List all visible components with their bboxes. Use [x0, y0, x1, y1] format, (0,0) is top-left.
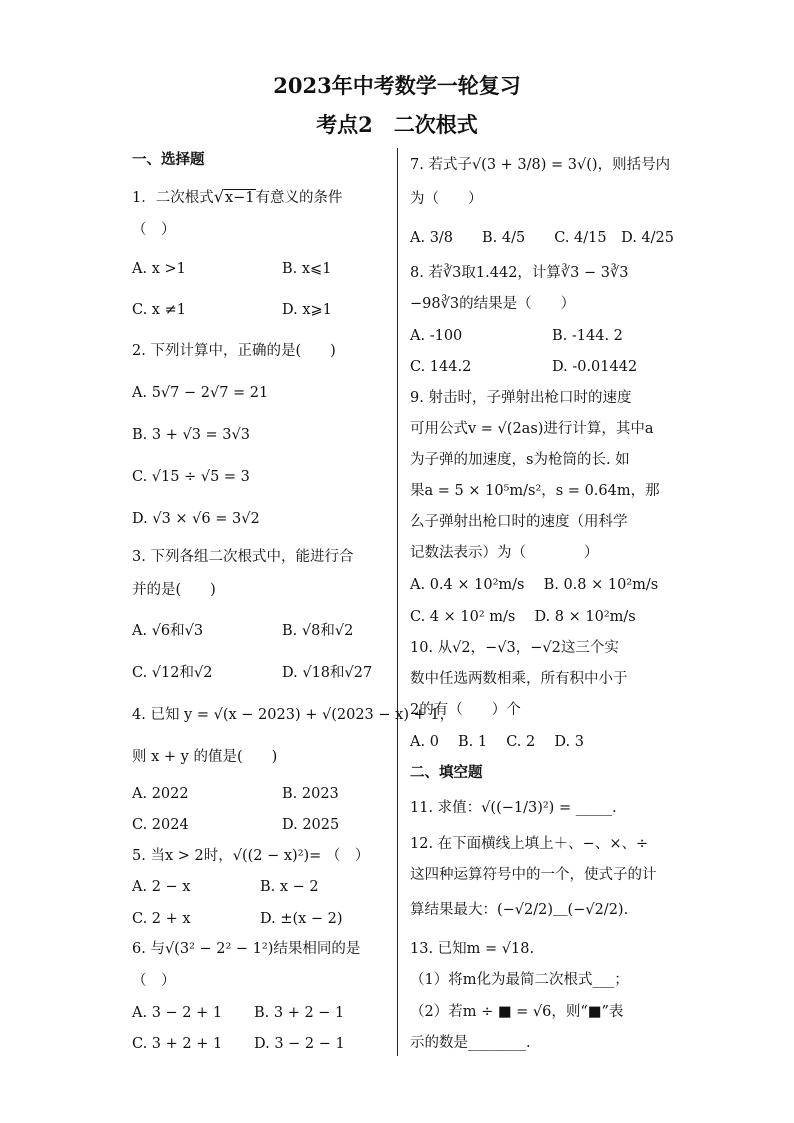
- q1-options-ab: [132, 259, 331, 279]
- q13-part2-line1: （2）若m ÷ ■ = √6，则“■”表: [410, 1004, 624, 1020]
- q9-stem-line2: 可用公式v = √(2as)进行计算，其中a: [410, 421, 654, 437]
- q5-option-a: A. 2 − x: [132, 879, 191, 895]
- q1-paren: （ ）: [132, 222, 176, 238]
- q4-option-d: D. 2025: [282, 817, 340, 833]
- q12-stem-line1: 12. 在下面横线上填上＋、−、×、÷: [410, 836, 649, 852]
- q6-option-c: C. 3 + 2 + 1: [132, 1036, 223, 1052]
- q1-line1: 1．二次根式√x−1有意义的条件: [132, 187, 343, 206]
- q5-option-b: B. x − 2: [260, 879, 319, 895]
- q10-stem-line1: 10. 从√2，−√3，−√2这三个实: [410, 640, 619, 656]
- q6-stem-line1: 6. 与√(3² − 2² − 1²)结果相同的是: [132, 941, 361, 957]
- q2-option-c: C. √15 ÷ √5 = 3: [132, 469, 250, 485]
- q11-stem: 11. 求值：√((−1/3)²) = _____.: [410, 800, 617, 816]
- q3-option-c: C. √12和√2: [132, 665, 213, 681]
- q1-option-c: C. x ≠1: [132, 302, 186, 318]
- q4-stem-line2: 则 x + y 的值是( ): [132, 749, 278, 765]
- q9-stem-line3: 为子弹的加速度，s为枪筒的长. 如: [410, 452, 630, 468]
- q3-stem-line2: 并的是( ): [132, 582, 216, 598]
- q10-options: A. 0 B. 1 C. 2 D. 3: [410, 734, 584, 750]
- q1-radicand: x−1: [224, 190, 255, 206]
- q3-stem-line1: 3. 下列各组二次根式中，能进行合: [132, 549, 354, 565]
- q6-options-cd: [132, 1034, 345, 1054]
- q7-stem-line2: 为（ ）: [410, 191, 483, 207]
- q9-options-cd: C. 4 × 10² m/s D. 8 × 10²m/s: [410, 609, 636, 625]
- q2-option-a: A. 5√7 − 2√7 = 21: [132, 385, 269, 401]
- q8-options-cd: [410, 357, 637, 377]
- q3-options-ab: [132, 621, 353, 641]
- q9-stem-line4: 果a = 5 × 10⁵m/s²，s = 0.64m，那: [410, 483, 660, 499]
- document-title: 2023年中考数学一轮复习: [273, 73, 521, 98]
- q5-option-c: C. 2 + x: [132, 911, 191, 927]
- q8-stem-line1: 8. 若∛3取1.442，计算∛3 − 3∛3: [410, 265, 629, 281]
- q12-stem-line2: 这四种运算符号中的一个，使式子的计: [410, 867, 657, 883]
- q7-stem-line1: 7. 若式子√(3 + 3/8) = 3√()，则括号内: [410, 157, 671, 173]
- q1-options-cd: [132, 300, 332, 320]
- q3-options-cd: [132, 663, 372, 683]
- q13-part2-line2: 示的数是________.: [410, 1035, 531, 1051]
- q9-stem-line5: 么子弹射出枪口时的速度（用科学: [410, 514, 628, 530]
- q2-stem: 2. 下列计算中，正确的是( ): [132, 343, 336, 359]
- q8-option-d: D. -0.01442: [552, 359, 638, 375]
- q4-options-cd: [132, 815, 339, 835]
- q13-part1: （1）将m化为最简二次根式___；: [410, 972, 629, 988]
- q3-option-b: B. √8和√2: [282, 623, 354, 639]
- document-subtitle: 考点2 二次根式: [316, 112, 478, 137]
- q3-option-a: A. √6和√3: [132, 623, 204, 639]
- q6-options-ab: [132, 1003, 344, 1023]
- column-divider: [397, 148, 398, 1056]
- q6-option-d: D. 3 − 2 − 1: [254, 1036, 345, 1052]
- q6-option-a: A. 3 − 2 + 1: [132, 1005, 223, 1021]
- q5-options-cd: [132, 909, 343, 929]
- q10-stem-line3: 2的有（ ）个: [410, 702, 521, 718]
- q1-option-b: B. x⩽1: [282, 261, 332, 277]
- q8-option-c: C. 144.2: [410, 359, 472, 375]
- q1-text-b: 有意义的条件: [255, 190, 343, 206]
- q4-stem-line1: 4. 已知 y = √(x − 2023) + √(2023 − x) + 1，: [132, 707, 455, 723]
- q5-options-ab: [132, 877, 319, 897]
- q9-stem-line1: 9. 射击时，子弹射出枪口时的速度: [410, 390, 632, 406]
- q1-option-d: D. x⩾1: [282, 302, 332, 318]
- q9-stem-line6: 记数法表示）为（ ）: [410, 545, 599, 561]
- q10-stem-line2: 数中任选两数相乘，所有积中小于: [410, 671, 628, 687]
- q9-options-ab: A. 0.4 × 10²m/s B. 0.8 × 10²m/s: [410, 577, 659, 593]
- q12-stem-line3: 算结果最大：(−√2/2)＿(−√2/2).: [410, 902, 629, 918]
- q3-option-d: D. √18和√27: [282, 665, 373, 681]
- q1-option-a: A. x >1: [132, 261, 186, 277]
- q4-options-ab: [132, 784, 339, 804]
- q8-option-a: A. -100: [410, 328, 463, 344]
- q4-option-c: C. 2024: [132, 817, 189, 833]
- q6-option-b: B. 3 + 2 − 1: [254, 1005, 345, 1021]
- q6-stem-line2: （ ）: [132, 973, 176, 989]
- q8-option-b: B. -144. 2: [552, 328, 623, 344]
- q8-options-ab: [410, 326, 623, 346]
- q5-stem: 5. 当x > 2时，√((2 − x)²)= （ ）: [132, 848, 370, 864]
- q5-option-d: D. ±(x − 2): [260, 911, 343, 927]
- q1-text-a: 1．二次根式: [132, 190, 214, 206]
- q7-options: A. 3/8 B. 4/5 C. 4/15 D. 4/25: [410, 230, 674, 246]
- q13-stem: 13. 已知m = √18.: [410, 941, 535, 957]
- q2-option-b: B. 3 + √3 = 3√3: [132, 427, 250, 443]
- section-choice-heading: 一、选择题: [132, 151, 205, 168]
- q4-option-a: A. 2022: [132, 786, 189, 802]
- q4-option-b: B. 2023: [282, 786, 339, 802]
- section-fill-heading: 二、填空题: [410, 764, 483, 781]
- q2-option-d: D. √3 × √6 = 3√2: [132, 511, 260, 527]
- q8-stem-line2: −98∛3的结果是（ ）: [410, 296, 576, 312]
